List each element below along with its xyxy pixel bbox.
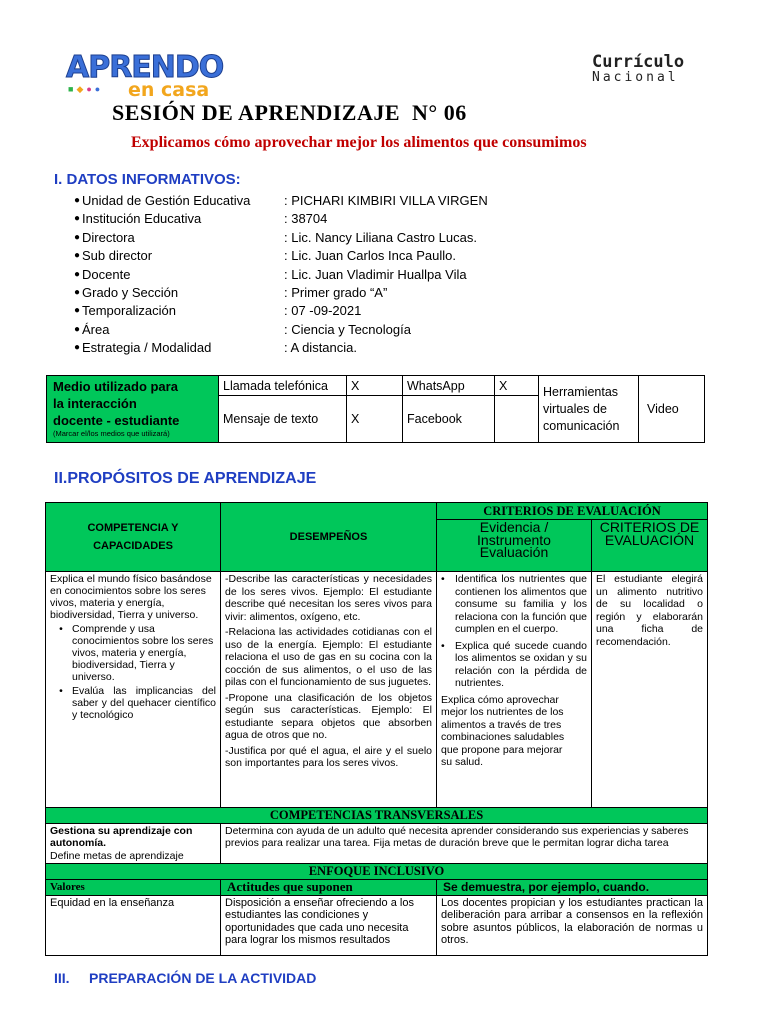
curriculo-logo-sub: Nacional (592, 70, 679, 85)
aprendo-logo-word: APRENDO (66, 50, 224, 85)
datos-list (74, 192, 634, 358)
dato-row (74, 210, 634, 228)
dato-value: : 07 -09-2021 (284, 303, 362, 319)
dato-label: Estrategia / Modalidad (82, 340, 212, 356)
medio-llamada-mark: X (347, 376, 403, 396)
dato-label: Temporalización (82, 303, 176, 319)
aprendo-logo-dots: ■◆●● (68, 84, 104, 94)
dato-value: : Lic. Juan Vladimir Huallpa Vila (284, 266, 467, 282)
dato-label: Docente (82, 266, 131, 282)
medio-header-line3: docente - estudiante (53, 413, 180, 428)
competencia-text: Explica el mundo físico basándose en conocimientos sobre los seres vivos, materia y energía, biodiversidad, Tierra y universo. (50, 573, 212, 621)
bullet-icon: • (441, 573, 445, 585)
competencia-cell (46, 572, 221, 808)
evidencia-header: Evidencia / Instrumento Evaluación (437, 520, 592, 572)
bullet-icon: ● (74, 268, 81, 280)
valores-header: Valores (46, 879, 221, 895)
transversal-competencia: Gestiona su aprendizaje con autonomía. (50, 824, 193, 849)
dato-value: : Primer grado “A” (284, 284, 388, 300)
dato-value: : Lic. Juan Carlos Inca Paullo. (284, 248, 456, 264)
bullet-icon: ● (74, 213, 81, 225)
dato-value: : PICHARI KIMBIRI VILLA VIRGEN (284, 193, 488, 208)
medio-header-cell (47, 376, 219, 443)
transversal-competencia-cell (46, 823, 221, 864)
criterios-header: CRITERIOS DE EVALUACIÓN (592, 520, 708, 572)
medio-mensaje-mark: X (347, 396, 403, 443)
enfoque-inclusivo-band: ENFOQUE INCLUSIVO (46, 864, 708, 880)
aprendo-logo-sub: en casa (128, 79, 210, 101)
session-title: SESIÓN DE APRENDIZAJE N° 06 (112, 100, 467, 125)
medio-header-line1: Medio utilizado para (53, 379, 178, 394)
criterio-cell: El estudiante elegirá un alimento nutritivo de su localidad o región y elaborarán una ficha de recomendación. (592, 572, 708, 808)
dato-row (74, 284, 634, 302)
desempenos-cell (221, 572, 437, 808)
dato-label: Área (82, 321, 110, 337)
bullet-icon: ● (74, 195, 81, 206)
capacidad-item (50, 685, 216, 721)
dato-label: Directora (82, 229, 135, 245)
dato-row (74, 266, 634, 284)
dato-row (74, 247, 634, 265)
desempeno-item: -Justifica por qué el agua, el aire y el suelo son importantes para los seres vivos. (225, 744, 432, 769)
section-heading-preparacion: III. PREPARACIÓN DE LA ACTIVIDAD (54, 970, 317, 986)
enfoque-valor: Equidad en la enseñanza (46, 895, 221, 955)
medio-whatsapp-label: WhatsApp (403, 376, 495, 396)
bullet-icon: ● (74, 286, 81, 298)
section-heading-propositos: II.PROPÓSITOS DE APRENDIZAJE (54, 470, 317, 487)
medio-mensaje-label: Mensaje de texto (219, 396, 347, 443)
criterios-evaluacion-title: CRITERIOS DE EVALUACIÓN (437, 503, 708, 520)
medio-whatsapp-mark: X (495, 376, 539, 396)
dato-label: Sub director (82, 248, 153, 264)
bullet-icon: • (59, 623, 63, 635)
evidencia-item (441, 573, 587, 636)
dato-value: : Ciencia y Tecnología (284, 321, 411, 337)
dato-row (74, 302, 634, 320)
desempeno-item: -Propone una clasificación de los objetos según sus características. Ejemplo: El estudiante separa objetos que absorben agua de otros que no. (225, 691, 432, 741)
competencias-transversales-band: COMPETENCIAS TRANSVERSALES (46, 808, 708, 824)
dato-value: : Lic. Nancy Liliana Castro Lucas. (284, 229, 477, 245)
dato-row (74, 339, 634, 357)
desempenos-header: DESEMPEÑOS (221, 503, 437, 572)
transversal-capacidad: Define metas de aprendizaje (50, 849, 184, 862)
medio-header-note: (Marcar el/los medios que utilizará) (53, 429, 170, 438)
dato-value: : A distancia. (284, 340, 357, 356)
medio-interaccion-table (46, 375, 705, 443)
transversal-desempeno: Determina con ayuda de un adulto qué necesita aprender considerando sus experiencias y saberes previos para realizar una tarea. Fija metas de duración breve que le permitan lograr dicha tarea (221, 823, 708, 864)
evidencia-extra: Explica cómo aprovechar mejor los nutrientes de los alimentos a través de tres combinaciones saludables que propone para mejorar su salud. (441, 693, 565, 768)
aprendo-en-casa-logo (66, 50, 224, 101)
evidencia-text: Identifica los nutrientes que contienen los alimentos que consume su familia y los relaciona con la función que cumplen en el cuerpo. (455, 573, 587, 635)
capacidad-text: Evalúa las implicancias del saber y del quehacer científico y tecnológico (72, 685, 216, 721)
dato-label: Institución Educativa (82, 211, 202, 227)
medio-facebook-label: Facebook (403, 396, 495, 443)
curriculo-nacional-logo (580, 53, 720, 93)
bullet-icon: ● (74, 250, 81, 262)
bullet-icon: ● (74, 323, 81, 335)
enfoque-demuestra: Los docentes propician y los estudiantes practican la deliberación para arribar a consensos en la reflexión sobre asuntos públicos, la elaboración de normas u otros. (437, 895, 708, 955)
medio-facebook-mark (495, 396, 539, 443)
bullet-icon: ● (74, 342, 81, 354)
evidencia-text: Explica qué sucede cuando los alimentos se oxidan y su relación con la pérdida de nutrientes. (455, 639, 587, 689)
bullet-icon: ● (74, 305, 81, 317)
capacidad-text: Comprende y usa conocimientos sobre los seres vivos, materia y energía, biodiversidad, Tierra y universo. (72, 623, 214, 683)
medio-video-label: Video (639, 376, 705, 443)
session-subtitle: Explicamos cómo aprovechar mejor los alimentos que consumimos (131, 134, 587, 151)
evidencia-cell (437, 572, 592, 808)
curriculo-logo-main: Currículo (592, 52, 685, 72)
dato-label: Unidad de Gestión Educativa (82, 193, 251, 208)
medio-header-line2: la interacción (53, 396, 137, 411)
dato-row (74, 192, 634, 210)
dato-row (74, 229, 634, 247)
medio-llamada-label: Llamada telefónica (219, 376, 347, 396)
evidencia-item (441, 640, 587, 690)
demuestra-header: Se demuestra, por ejemplo, cuando. (437, 879, 708, 895)
dato-value: : 38704 (284, 211, 328, 227)
section-heading-datos: I. DATOS INFORMATIVOS: (54, 171, 241, 188)
propositos-table (45, 502, 708, 956)
bullet-icon: ● (74, 231, 81, 243)
competencia-header: COMPETENCIA Y CAPACIDADES (46, 503, 221, 572)
bullet-icon: • (59, 685, 63, 697)
dato-row (74, 321, 634, 339)
desempeno-item: -Describe las características y necesidades de los seres vivos. Ejemplo: El estudiante describe qué necesitan los seres vivos para vivir: alimentos, oxígeno, etc. (225, 573, 432, 623)
enfoque-actitud: Disposición a enseñar ofreciendo a los estudiantes las condiciones y oportunidades que cada uno necesita para lograr los mismos resultados (221, 895, 437, 955)
dato-label: Grado y Sección (82, 284, 179, 300)
desempeno-item: -Relaciona las actividades cotidianas con el uso de la energía. Ejemplo: El estudiante relaciona el uso de gas en su cocina con la cocción de sus alimentos, o el uso de las pilas con el funcionamiento de sus juguetes. (225, 626, 432, 688)
medio-herramientas-label: Herramientas virtuales de comunicación (539, 376, 639, 443)
capacidad-item (50, 623, 216, 683)
bullet-icon: • (441, 639, 445, 652)
actitudes-header: Actitudes que suponen (221, 879, 437, 895)
